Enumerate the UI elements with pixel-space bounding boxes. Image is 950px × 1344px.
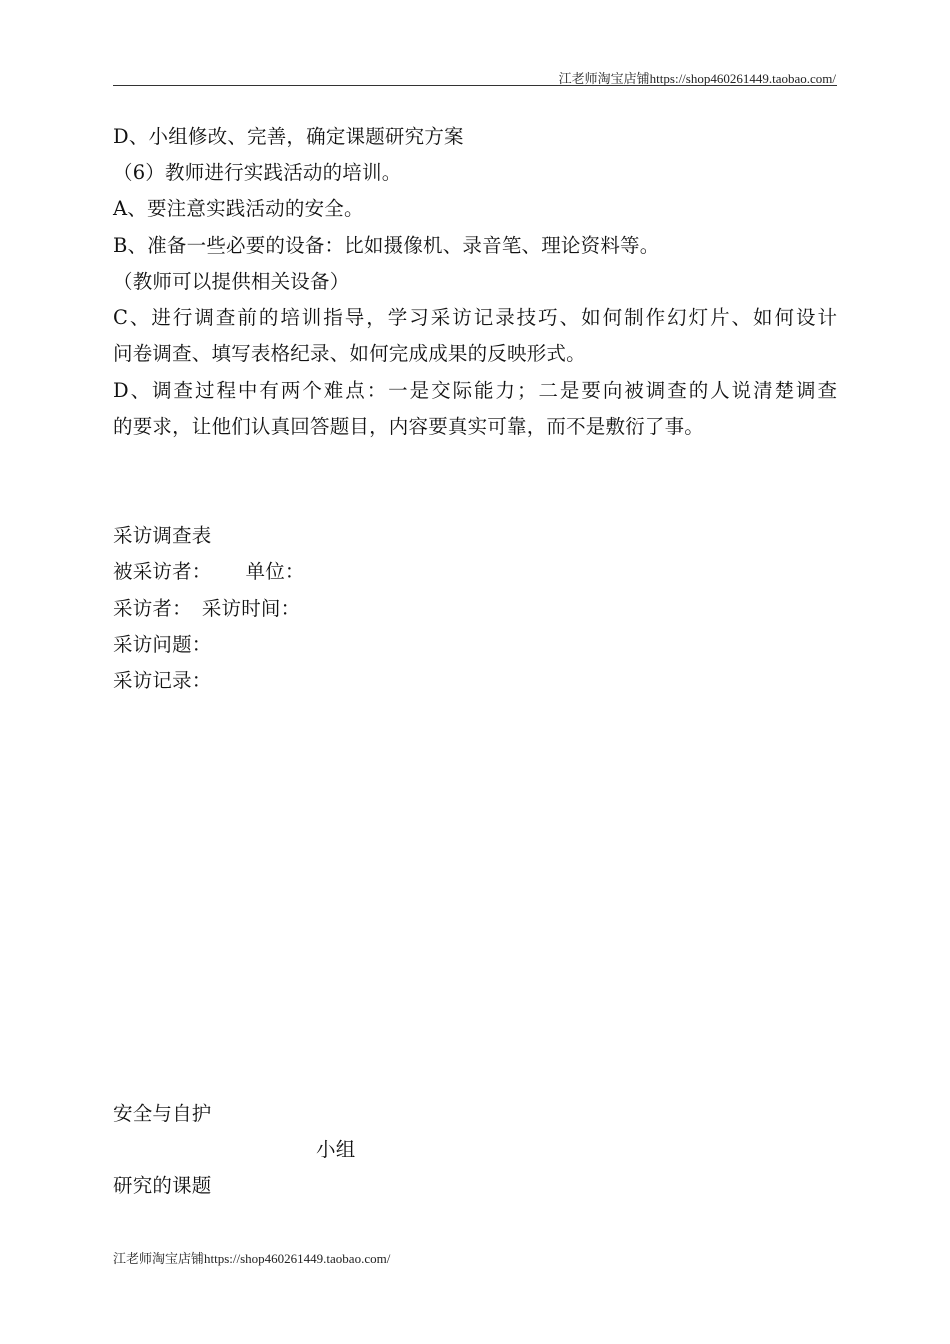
interviewee-row <box>113 560 305 584</box>
interview-form-title: 采访调查表 <box>113 524 212 547</box>
page-header: 江老师淘宝店铺https://shop460261449.taobao.com/ <box>558 71 836 86</box>
header-divider <box>113 85 837 86</box>
unit-label: 单位： <box>245 560 305 583</box>
body-line-4: B、准备一些必要的设备：比如摄像机、录音笔、理论资料等。 <box>113 234 660 257</box>
body-line-2: （6）教师进行实践活动的培训。 <box>113 161 402 184</box>
body-line-7: 问卷调查、填写表格纪录、如何完成成果的反映形式。 <box>113 342 586 365</box>
record-label: 采访记录： <box>113 669 212 692</box>
body-line-8: D、调查过程中有两个难点：一是交际能力；二是要向被调查的人说清楚调查 <box>113 379 837 402</box>
body-line-1: D、小组修改、完善，确定课题研究方案 <box>113 125 464 148</box>
questions-label: 采访问题： <box>113 633 212 656</box>
time-label: 采访时间： <box>201 597 301 620</box>
body-line-9: 的要求，让他们认真回答题目，内容要真实可靠，而不是敷衍了事。 <box>113 415 705 438</box>
project-theme: 安全与自护 <box>113 1102 212 1125</box>
body-line-6: C、进行调查前的培训指导，学习采访记录技巧、如何制作幻灯片、如何设计 <box>113 306 837 329</box>
page-footer: 江老师淘宝店铺https://shop460261449.taobao.com/ <box>113 1251 391 1266</box>
body-line-3: A、要注意实践活动的安全。 <box>113 197 364 220</box>
body-line-5: （教师可以提供相关设备） <box>113 270 350 293</box>
interviewer-row <box>113 597 300 621</box>
interviewer-label: 采访者： <box>113 597 192 620</box>
topic-label: 研究的课题 <box>113 1174 212 1197</box>
interviewee-label: 被采访者： <box>113 560 212 583</box>
group-label: 小组 <box>316 1138 356 1161</box>
